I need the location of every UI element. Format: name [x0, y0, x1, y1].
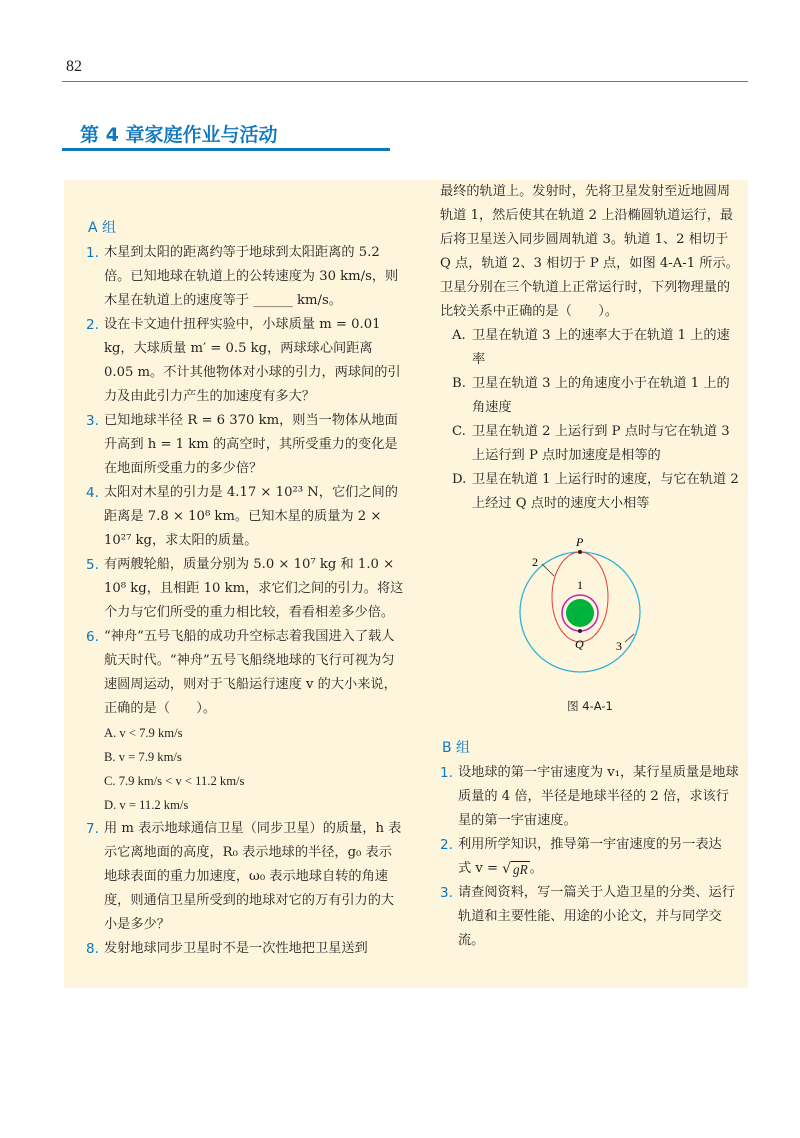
question-text: 已知地球半径 R = 6 370 km，则当一物体从地面升高到 h = 1 km 的高空时，其所受重力的变化是在地面所受重力的多少倍？: [104, 413, 398, 476]
question-number: 1.: [440, 765, 453, 781]
question-text: 发射地球同步卫星时不是一次性地把卫星送到: [104, 941, 368, 956]
label-orbit-1: 1: [577, 578, 583, 592]
question-text: 木星到太阳的距离约等于地球到太阳距离的 5.2 倍。已知地球在轨道上的公转速度为 30 km/s，则木星在轨道上的速度等于 ______ km/s。: [104, 245, 399, 308]
question-text: 有两艘轮船，质量分别为 5.0 × 10⁷ kg 和 1.0 × 10⁸ kg，且相距 10 km，求它们之间的引力。将这个力与它们所受的重力相比较，看看相差多少倍。: [104, 557, 404, 620]
option-a8-b: [440, 372, 740, 420]
question-b3: [440, 881, 740, 953]
left-column: [86, 218, 404, 961]
question-number: 3.: [440, 885, 453, 901]
formula-prefix: 式 v =: [458, 861, 499, 876]
group-b-label: B 组: [442, 740, 471, 756]
question-number: 6.: [86, 629, 99, 645]
label-p: P: [576, 535, 584, 549]
option-label: D.: [452, 472, 467, 487]
question-number: 1.: [86, 245, 99, 261]
question-text: 用 m 表示地球通信卫星（同步卫星）的质量，h 表示它离地面的高度，R₀ 表示地球的半径，g₀ 表示地球表面的重力加速度，ω₀ 表示地球自转的角速度，则通信卫星所受到的地球对它的万有引力的大小是多少？: [104, 821, 402, 932]
question-number: 7.: [86, 821, 99, 837]
question-a8-continuation: 最终的轨道上。发射时，先将卫星发射至近地圆周轨道 1，然后使其在轨道 2 上沿椭圆轨道运行，最后将卫星送入同步圆周轨道 3。轨道 1、2 相切于 Q 点，轨道 2、3 相切于 P 点，如图 4-A-1 所示。卫星分别在三个轨道上正常运行时，下列物理量的比较关系中正确的是（ ）。: [440, 184, 739, 319]
option-text: 卫星在轨道 1 上运行时的速度，与它在轨道 2 上经过 Q 点时的速度大小相等: [472, 472, 739, 511]
point-q-marker: [578, 629, 582, 633]
question-text: 太阳对木星的引力是 4.17 × 10²³ N，它们之间的距离是 7.8 × 10⁸ km。已知木星的质量为 2 × 10²⁷ kg，求太阳的质量。: [104, 485, 398, 548]
chapter-rule: [62, 148, 390, 151]
question-a2: [86, 313, 404, 409]
question-a1: [86, 241, 404, 313]
option-a8-a: [440, 324, 740, 372]
earth-icon: [566, 599, 594, 627]
question-text: 设地球的第一宇宙速度为 v₁，某行星质量是地球质量的 4 倍，半径是地球半径的 2 倍，求该行星的第一宇宙速度。: [458, 765, 739, 828]
label-orbit-2: 2: [532, 555, 538, 569]
question-a6: [86, 625, 404, 721]
question-number: 2.: [86, 317, 99, 333]
option-a6-c: C. 7.9 km/s < v < 11.2 km/s: [104, 774, 245, 788]
question-number: 8.: [86, 941, 99, 957]
label-2-leader: [542, 564, 554, 576]
question-a8: [86, 937, 404, 961]
question-b2: [440, 833, 740, 881]
option-a6-d: D. v = 11.2 km/s: [104, 798, 189, 812]
exercise-panel: [64, 180, 748, 988]
option-text: 卫星在轨道 3 上的角速度小于在轨道 1 上的角速度: [472, 376, 730, 415]
question-a4: [86, 481, 404, 553]
orbit-figure: [440, 524, 740, 694]
option-label: C.: [452, 424, 466, 439]
page-number: 82: [66, 58, 82, 75]
option-a8-d: [440, 468, 740, 516]
question-a3: [86, 409, 404, 481]
option-text: 卫星在轨道 3 上的速率大于在轨道 1 上的速率: [472, 328, 730, 367]
question-number: 3.: [86, 413, 99, 429]
option-a6-a: A. v < 7.9 km/s: [104, 726, 183, 740]
formula-line: [458, 857, 543, 881]
question-text: 请查阅资料，写一篇关于人造卫星的分类、运行轨道和主要性能、用途的小论文，并与同学交流。: [458, 885, 735, 948]
question-a7: [86, 817, 404, 937]
question-number: 4.: [86, 485, 99, 501]
question-text: “神舟”五号飞船的成功升空标志着我国进入了载人航天时代。“神舟”五号飞船绕地球的飞行可视为匀速圆周运动，则对于飞船运行速度 v 的大小来说，正确的是（ ）。: [104, 629, 397, 716]
question-b1: [440, 761, 740, 833]
orbit-diagram: [440, 524, 740, 694]
top-rule: [62, 81, 748, 82]
label-q: Q: [575, 637, 584, 651]
question-number: 2.: [440, 837, 453, 853]
option-a6-b: B. v = 7.9 km/s: [104, 750, 182, 764]
right-column: [440, 184, 740, 953]
figure-caption: 图 4-A-1: [567, 699, 613, 713]
option-label: A.: [452, 328, 466, 343]
question-text: 利用所学知识，推导第一宇宙速度的另一表达: [458, 837, 722, 852]
question-a5: [86, 553, 404, 625]
option-text: 卫星在轨道 2 上运行到 P 点时与它在轨道 3 上运行到 P 点时加速度是相等的: [472, 424, 730, 463]
option-label: B.: [452, 376, 466, 391]
question-number: 5.: [86, 557, 99, 573]
orbit-2-ellipse: [552, 552, 608, 642]
label-orbit-3: 3: [616, 639, 622, 653]
option-a8-c: [440, 420, 740, 468]
formula-suffix: 。: [529, 861, 543, 876]
point-p-marker: [578, 550, 582, 554]
sqrt-icon: √: [502, 861, 511, 877]
group-a-label: A 组: [88, 220, 117, 236]
question-text: 设在卡文迪什扭秤实验中，小球质量 m = 0.01 kg，大球质量 m′ = 0.5 kg，两球球心间距离 0.05 m。不计其他物体对小球的引力，两球间的引力及由此引力产生的加速度有多大？: [104, 317, 401, 404]
chapter-title: 第 4 章家庭作业与活动: [80, 124, 278, 146]
formula-radical: gR: [513, 861, 528, 877]
